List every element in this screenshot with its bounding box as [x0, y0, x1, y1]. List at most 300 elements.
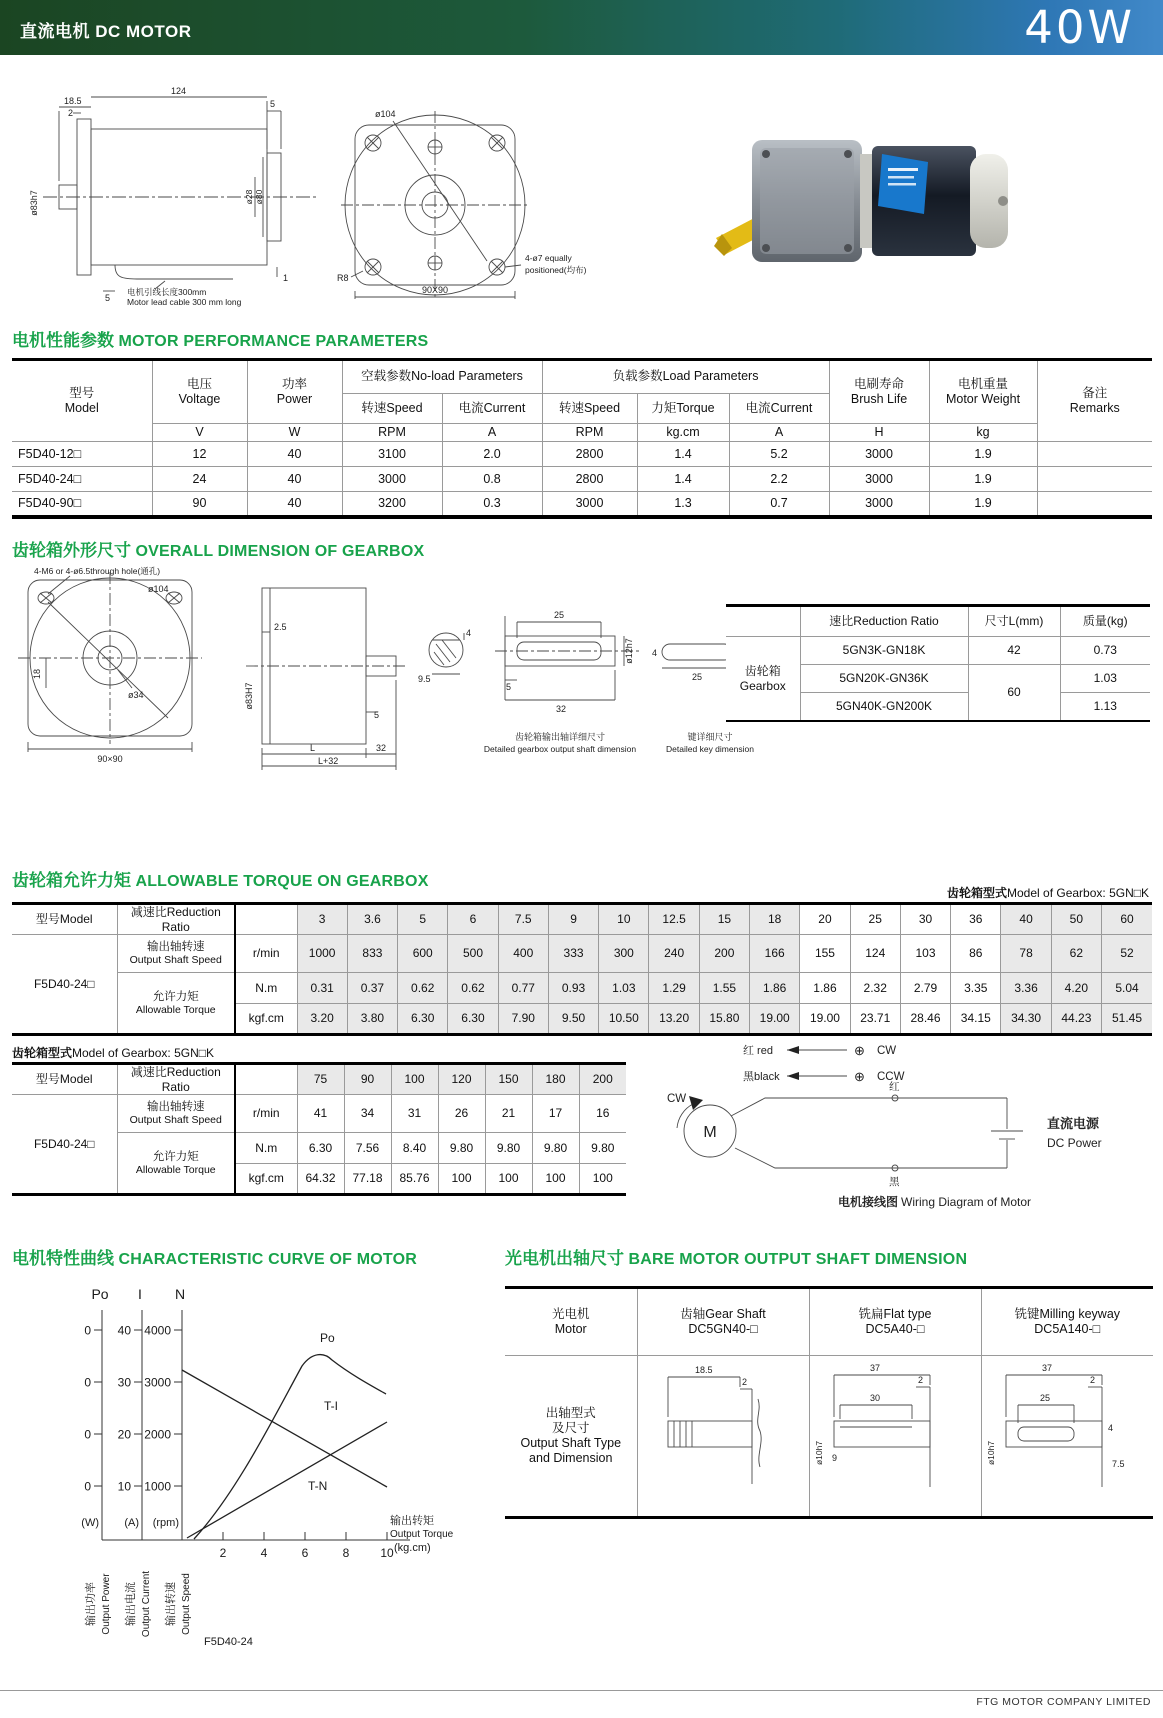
value-cell: 28.46	[900, 1004, 950, 1035]
svg-text:90×90: 90×90	[97, 754, 123, 764]
value-cell: 240	[649, 935, 699, 973]
value-cell: 1.3	[637, 492, 729, 517]
value-cell: 0.62	[398, 973, 448, 1004]
svg-text:9.5: 9.5	[418, 674, 431, 684]
svg-text:齿轮箱输出轴详细尺寸: 齿轮箱输出轴详细尺寸	[514, 732, 606, 742]
svg-text:键详细尺寸: 键详细尺寸	[687, 732, 733, 742]
series-label: Po	[320, 1331, 335, 1345]
svg-text:R8: R8	[337, 273, 349, 283]
gearbox-front-view-drawing	[10, 566, 215, 771]
col-header-remarks: 备注 Remarks	[1037, 360, 1152, 442]
value-cell: 12	[152, 442, 247, 467]
axis-name-zh: 输出转速	[165, 1582, 177, 1626]
svg-text:32: 32	[556, 704, 567, 714]
svg-text:2: 2	[68, 108, 74, 118]
svg-text:5: 5	[105, 293, 111, 303]
value-cell: 10.50	[599, 1004, 649, 1035]
value-cell: 1.03	[599, 973, 649, 1004]
value-cell: 62	[1051, 935, 1101, 973]
col-header-model: 型号Model	[12, 904, 117, 935]
wattage-label: 40W	[1024, 1, 1135, 54]
value-cell	[1037, 442, 1152, 467]
svg-text:⊕: ⊕	[854, 1069, 865, 1084]
section-title-performance: 电机性能参数 MOTOR PERFORMANCE PARAMETERS	[12, 331, 429, 350]
svg-text:ø34: ø34	[128, 690, 144, 700]
value-cell: 34	[344, 1095, 391, 1133]
svg-text:4-M6 or 4-ø6.5through hole(通孔): 4-M6 or 4-ø6.5through hole(通孔)	[34, 566, 161, 576]
table-row: 齿轮箱 Gearbox 5GN3K-GN18K 42 0.73	[726, 637, 1150, 665]
value-cell: 34.30	[1001, 1004, 1051, 1035]
value-cell: 150	[485, 1064, 532, 1095]
col-header-load: 负载参数Load Parameters	[542, 360, 829, 394]
value-cell: 103	[900, 935, 950, 973]
value-cell: 2800	[542, 467, 637, 492]
value-cell: 1.4	[637, 442, 729, 467]
col-header-gear-shaft: 齿轴Gear Shaft DC5GN40-□	[637, 1288, 809, 1356]
svg-text:2.5: 2.5	[274, 622, 287, 632]
axis-tick-label: 1000	[144, 1479, 171, 1494]
svg-text:ø104: ø104	[375, 109, 396, 119]
svg-text:电机接线图: 电机接线图	[837, 1195, 898, 1209]
value-cell: 0.93	[548, 973, 598, 1004]
x-tick-label: 8	[342, 1546, 350, 1560]
value-cell: 40	[247, 467, 342, 492]
axis-title: N	[174, 1286, 186, 1302]
table-row-speed: F5D40-24□ 输出轴转速 Output Shaft Speed r/min 41 34 31 26 21 17 16	[12, 1095, 626, 1133]
value-cell: 0.3	[442, 492, 542, 517]
value-cell: 7.56	[344, 1133, 391, 1164]
svg-text:红 red: 红 red	[743, 1045, 773, 1057]
axis-unit-label: (A)	[124, 1517, 139, 1529]
value-cell	[1037, 467, 1152, 492]
section-title-torque: 齿轮箱允许力矩 ALLOWABLE TORQUE ON GEARBOX	[12, 871, 429, 890]
value-cell: 8.40	[391, 1133, 438, 1164]
value-cell: 18	[750, 904, 800, 935]
table-row: 5GN40K-GN200K 1.13	[726, 693, 1150, 722]
svg-text:M: M	[703, 1124, 717, 1141]
axis-tick-label: 0	[84, 1479, 91, 1494]
performance-table	[12, 358, 1152, 519]
col-header-speed: 转速Speed	[342, 394, 442, 424]
svg-text:5: 5	[506, 682, 512, 692]
col-header-model: 型号Model	[12, 1064, 117, 1095]
value-cell: 21	[485, 1095, 532, 1133]
motor-side-view-drawing	[15, 85, 335, 307]
gearbox-shaft-detail-drawing	[410, 588, 780, 773]
value-cell: 36	[951, 904, 1001, 935]
x-tick-label: 4	[260, 1546, 268, 1560]
value-cell: 60	[1102, 904, 1153, 935]
value-cell: 4.20	[1051, 973, 1101, 1004]
col-header-torque: 力矩Torque	[637, 394, 729, 424]
svg-text:L: L	[310, 743, 316, 753]
value-cell: 40	[247, 492, 342, 517]
chart-caption: F5D40-24	[204, 1636, 253, 1648]
value-cell: 300	[599, 935, 649, 973]
value-cell: 90	[344, 1064, 391, 1095]
value-cell: 1.86	[750, 973, 800, 1004]
series-label: T-N	[308, 1479, 328, 1493]
value-cell: 333	[548, 935, 598, 973]
col-header-size: 尺寸L(mm)	[968, 606, 1060, 637]
svg-text:18: 18	[32, 668, 42, 680]
svg-text:电机引线长度300mm: 电机引线长度300mm	[127, 287, 207, 297]
table-row: 5GN20K-GN36K 60 1.03	[726, 665, 1150, 693]
output-shaft-table	[505, 1286, 1153, 1519]
svg-text:⊕: ⊕	[854, 1043, 865, 1058]
value-cell: 9	[548, 904, 598, 935]
col-header-current: 电流Current	[729, 394, 829, 424]
col-header-ratio: 减速比Reduction Ratio	[117, 1064, 235, 1095]
value-cell: 6.30	[398, 1004, 448, 1035]
value-cell: 3200	[342, 492, 442, 517]
value-cell: 50	[1051, 904, 1101, 935]
col-header-noload: 空载参数No-load Parameters	[342, 360, 542, 394]
value-cell: 3.20	[297, 1004, 347, 1035]
model-cell: F5D40-24□	[12, 1095, 117, 1195]
svg-text:2: 2	[918, 1374, 924, 1385]
value-cell: 78	[1001, 935, 1051, 973]
value-cell: 13.20	[649, 1004, 699, 1035]
value-cell: 0.31	[297, 973, 347, 1004]
value-cell: 3000	[829, 467, 929, 492]
axis-name-en: Output Current	[141, 1570, 152, 1638]
value-cell: 2800	[542, 442, 637, 467]
x-tick-label: 10	[380, 1546, 394, 1560]
value-cell: 10	[599, 904, 649, 935]
svg-text:1: 1	[283, 273, 289, 283]
gearbox-ratio-table	[726, 604, 1150, 722]
value-cell: 0.8	[442, 467, 542, 492]
x-tick-label: 2	[219, 1546, 227, 1560]
x-axis-unit: (kg.cm)	[394, 1542, 431, 1554]
value-cell: 51.45	[1102, 1004, 1153, 1035]
value-cell: 180	[532, 1064, 579, 1095]
table-header-row	[726, 606, 1150, 637]
col-header-mass: 质量(kg)	[1060, 606, 1150, 637]
svg-text:Detailed key dimension: Detailed key dimension	[666, 744, 754, 754]
value-cell: 7.5	[498, 904, 548, 935]
svg-text:ø80: ø80	[254, 189, 264, 205]
row-header-allowable-torque: 允许力矩 Allowable Torque	[117, 973, 235, 1035]
svg-text:2: 2	[1090, 1374, 1096, 1385]
row-header-shaft-type: 出轴型式 及尺寸 Output Shaft Type and Dimension	[505, 1356, 637, 1518]
gearbox-model-note: 齿轮箱型式Model of Gearbox: 5GN□K	[947, 886, 1149, 900]
svg-text:124: 124	[171, 86, 187, 96]
value-cell: 100	[485, 1164, 532, 1195]
value-cell: 26	[438, 1095, 485, 1133]
value-cell: 3100	[342, 442, 442, 467]
motor-photo	[700, 88, 1020, 298]
value-cell: 0.37	[347, 973, 397, 1004]
svg-text:ø83h7: ø83h7	[29, 190, 39, 216]
svg-text:ø12h7: ø12h7	[624, 638, 634, 664]
svg-text:L+32: L+32	[318, 756, 339, 766]
svg-text:CCW: CCW	[877, 1071, 905, 1083]
row-header-allowable-torque: 允许力矩 Allowable Torque	[117, 1133, 235, 1195]
svg-text:CW: CW	[877, 1045, 897, 1057]
model-cell: F5D40-24□	[12, 467, 152, 492]
svg-text:ø10h7: ø10h7	[986, 1440, 997, 1465]
page-title-en: DC MOTOR	[95, 22, 192, 41]
table-row-drawings	[505, 1356, 1153, 1518]
value-cell: 3.35	[951, 973, 1001, 1004]
curve-Po	[194, 1355, 386, 1539]
row-header-output-speed: 输出轴转速 Output Shaft Speed	[117, 935, 235, 973]
value-cell: 400	[498, 935, 548, 973]
value-cell: 41	[297, 1095, 344, 1133]
value-cell: 9.80	[485, 1133, 532, 1164]
svg-text:25: 25	[554, 610, 565, 620]
row-header-output-speed: 输出轴转速 Output Shaft Speed	[117, 1095, 235, 1133]
axis-name-en: Output Power	[101, 1573, 112, 1635]
value-cell: 19.00	[800, 1004, 850, 1035]
value-cell: 2.79	[900, 973, 950, 1004]
value-cell: 31	[391, 1095, 438, 1133]
value-cell: 120	[438, 1064, 485, 1095]
page-header	[0, 0, 1163, 55]
value-cell: 44.23	[1051, 1004, 1101, 1035]
value-cell: 6	[448, 904, 498, 935]
axis-tick-label: 0	[84, 1427, 91, 1442]
flat-type-shaft-drawing	[812, 1359, 978, 1509]
col-header-milling-keyway: 铣键Milling keyway DC5A140-□	[981, 1288, 1153, 1356]
value-cell: 19.00	[750, 1004, 800, 1035]
col-header-speed: 转速Speed	[542, 394, 637, 424]
value-cell: 1000	[297, 935, 347, 973]
value-cell: 6.30	[297, 1133, 344, 1164]
svg-text:ø10h7: ø10h7	[814, 1440, 824, 1465]
table-row-nm: 允许力矩 Allowable Torque N.m 6.30 7.56 8.40 9.80 9.80 9.80 9.80	[12, 1133, 626, 1164]
value-cell: 86	[951, 935, 1001, 973]
axis-tick-label: 40	[117, 1323, 131, 1338]
value-cell: 124	[850, 935, 900, 973]
value-cell: 25	[850, 904, 900, 935]
value-cell: 0.77	[498, 973, 548, 1004]
gearbox-model-note: 齿轮箱型式Model of Gearbox: 5GN□K	[12, 1046, 214, 1060]
svg-text:5: 5	[270, 99, 276, 109]
value-cell: 77.18	[344, 1164, 391, 1195]
axis-tick-label: 0	[84, 1375, 91, 1390]
value-cell: 23.71	[850, 1004, 900, 1035]
value-cell: 17	[532, 1095, 579, 1133]
value-cell: 1.86	[800, 973, 850, 1004]
axis-tick-label: 2000	[144, 1427, 171, 1442]
svg-text:18.5: 18.5	[64, 96, 82, 106]
value-cell: 500	[448, 935, 498, 973]
value-cell: 34.15	[951, 1004, 1001, 1035]
svg-text:18.5: 18.5	[695, 1364, 713, 1375]
x-axis-label-en: Output Torque	[390, 1529, 454, 1540]
value-cell: 75	[297, 1064, 344, 1095]
value-cell: 3000	[829, 492, 929, 517]
svg-text:25: 25	[692, 672, 703, 682]
footer-company: FTG MOTOR COMPANY LIMITED	[976, 1696, 1151, 1708]
col-header-ratio: 减速比Reduction Ratio	[117, 904, 235, 935]
value-cell: 3000	[829, 442, 929, 467]
value-cell: 166	[750, 935, 800, 973]
value-cell: 100	[438, 1164, 485, 1195]
value-cell: 9.80	[579, 1133, 626, 1164]
axis-name-zh: 输出功率	[85, 1582, 97, 1626]
allowable-torque-table-1	[12, 902, 1152, 1036]
svg-text:25: 25	[1040, 1392, 1051, 1403]
value-cell: 9.80	[532, 1133, 579, 1164]
characteristic-curve-chart	[12, 1282, 492, 1657]
axis-tick-label: 10	[117, 1479, 131, 1494]
value-cell: 9.80	[438, 1133, 485, 1164]
value-cell: 0.62	[448, 973, 498, 1004]
axis-tick-label: 20	[117, 1427, 131, 1442]
value-cell: 0.7	[729, 492, 829, 517]
svg-text:90X90: 90X90	[421, 285, 449, 295]
svg-text:30: 30	[870, 1392, 881, 1403]
col-header-weight: 电机重量 Motor Weight	[929, 360, 1037, 424]
axis-unit-label: (rpm)	[152, 1517, 179, 1529]
col-header-brush: 电刷寿命 Brush Life	[829, 360, 929, 424]
table-header-row	[12, 904, 1152, 935]
value-cell: 3000	[342, 467, 442, 492]
col-header-voltage: 电压 Voltage	[152, 360, 247, 424]
page-title	[20, 17, 191, 42]
svg-text:9: 9	[832, 1452, 838, 1463]
value-cell: 2.32	[850, 973, 900, 1004]
value-cell: 40	[1001, 904, 1051, 935]
axis-tick-label: 3000	[144, 1375, 171, 1390]
allowable-torque-table-2	[12, 1062, 626, 1196]
axis-title: Po	[91, 1286, 109, 1302]
col-header-flat-type: 铣扁Flat type DC5A40-□	[809, 1288, 981, 1356]
value-cell: 15	[699, 904, 749, 935]
row-header-gearbox: 齿轮箱 Gearbox	[726, 637, 800, 722]
svg-text:37: 37	[870, 1362, 881, 1373]
axis-tick-label: 30	[117, 1375, 131, 1390]
svg-text:32: 32	[376, 743, 387, 753]
footer-divider	[0, 1690, 1163, 1691]
value-cell: 5.2	[729, 442, 829, 467]
section-title-gearbox-dimension: 齿轮箱外形尺寸 OVERALL DIMENSION OF GEARBOX	[12, 541, 425, 560]
axis-tick-label: 4000	[144, 1323, 171, 1338]
col-header-model: 型号 Model	[12, 360, 152, 442]
col-header-current: 电流Current	[442, 394, 542, 424]
svg-text:Detailed gearbox output shaft: Detailed gearbox output shaft dimension	[483, 744, 637, 754]
value-cell: 100	[579, 1164, 626, 1195]
model-cell: F5D40-24□	[12, 935, 117, 1035]
value-cell: 40	[247, 442, 342, 467]
svg-text:7.5: 7.5	[1112, 1458, 1125, 1469]
value-cell: 90	[152, 492, 247, 517]
curve-T-N	[182, 1370, 387, 1487]
svg-text:CW: CW	[667, 1093, 687, 1105]
svg-text:4: 4	[466, 628, 472, 638]
table-header-row	[12, 1064, 626, 1095]
axis-title: I	[138, 1286, 142, 1302]
axis-name-en: Output Speed	[181, 1573, 192, 1635]
value-cell: 1.9	[929, 442, 1037, 467]
value-cell: 3.80	[347, 1004, 397, 1035]
gearbox-side-view-drawing	[216, 566, 416, 776]
value-cell: 1.4	[637, 467, 729, 492]
table-row	[12, 467, 1152, 492]
svg-text:4: 4	[652, 648, 658, 658]
gear-shaft-drawing	[640, 1359, 806, 1509]
value-cell: 1.55	[699, 973, 749, 1004]
table-row-kgfcm: kgf.cm 64.32 77.18 85.76 100 100 100 100	[12, 1164, 626, 1195]
table-header-row	[12, 360, 1152, 394]
milling-keyway-shaft-drawing	[984, 1359, 1150, 1509]
svg-text:2: 2	[742, 1376, 748, 1387]
svg-text:Motor lead cable 300 mm long: Motor lead cable 300 mm long	[127, 297, 242, 307]
table-row-kgfcm: kgf.cm 3.20 3.80 6.30 6.30 7.90 9.50 10.50 13.20 15.80 19.00 19.00 23.71 28.46 34.15 34.30 44.23 51.45	[12, 1004, 1152, 1035]
value-cell: 20	[800, 904, 850, 935]
value-cell: 1.9	[929, 492, 1037, 517]
value-cell: 200	[699, 935, 749, 973]
value-cell: 3.36	[1001, 973, 1051, 1004]
svg-text:黑: 黑	[889, 1176, 900, 1188]
value-cell: 2.0	[442, 442, 542, 467]
svg-text:黑black: 黑black	[743, 1071, 780, 1083]
page-title-zh: 直流电机	[20, 22, 90, 41]
axis-tick-label: 0	[84, 1323, 91, 1338]
table-header-row	[505, 1288, 1153, 1356]
value-cell: 1.9	[929, 467, 1037, 492]
value-cell: 30	[900, 904, 950, 935]
value-cell: 3000	[542, 492, 637, 517]
value-cell: 5	[398, 904, 448, 935]
value-cell: 5.04	[1102, 973, 1153, 1004]
svg-text:37: 37	[1042, 1362, 1053, 1373]
value-cell: 64.32	[297, 1164, 344, 1195]
x-axis-label-zh: 输出转矩	[390, 1515, 434, 1527]
svg-text:Wiring Diagram of Motor: Wiring Diagram of Motor	[901, 1195, 1032, 1209]
value-cell: 2.2	[729, 467, 829, 492]
svg-text:positioned(均布): positioned(均布)	[525, 265, 587, 275]
value-cell: 7.90	[498, 1004, 548, 1035]
svg-text:4-ø7 equally: 4-ø7 equally	[525, 253, 572, 263]
series-label: T-I	[324, 1399, 338, 1413]
value-cell: 100	[391, 1064, 438, 1095]
table-row-speed: F5D40-24□ 输出轴转速 Output Shaft Speed r/min 1000 833 600 500 400 333 300 240 200 166 155 124 103 86 78 62 52	[12, 935, 1152, 973]
svg-text:5: 5	[374, 710, 380, 720]
value-cell: 12.5	[649, 904, 699, 935]
curve-T-I	[187, 1422, 387, 1538]
col-header-power: 功率 Power	[247, 360, 342, 424]
value-cell: 3.6	[347, 904, 397, 935]
value-cell: 100	[532, 1164, 579, 1195]
value-cell: 15.80	[699, 1004, 749, 1035]
svg-text:ø83H7: ø83H7	[244, 682, 254, 710]
svg-text:DC Power: DC Power	[1047, 1136, 1102, 1150]
col-header-motor: 光电机 Motor	[505, 1288, 637, 1356]
value-cell	[1037, 492, 1152, 517]
value-cell: 16	[579, 1095, 626, 1133]
col-header-ratio: 速比Reduction Ratio	[800, 606, 968, 637]
svg-text:直流电源: 直流电源	[1047, 1116, 1100, 1131]
table-row	[12, 492, 1152, 517]
model-cell: F5D40-90□	[12, 492, 152, 517]
value-cell: 833	[347, 935, 397, 973]
axis-name-zh: 输出电流	[125, 1582, 137, 1626]
section-title-shaft: 光电机出轴尺寸 BARE MOTOR OUTPUT SHAFT DIMENSION	[505, 1249, 968, 1268]
value-cell: 1.29	[649, 973, 699, 1004]
value-cell: 3	[297, 904, 347, 935]
value-cell: 600	[398, 935, 448, 973]
section-title-curve: 电机特性曲线 CHARACTERISTIC CURVE OF MOTOR	[12, 1249, 418, 1268]
value-cell: 52	[1102, 935, 1153, 973]
value-cell: 9.50	[548, 1004, 598, 1035]
value-cell: 155	[800, 935, 850, 973]
motor-front-view-drawing	[335, 103, 675, 303]
